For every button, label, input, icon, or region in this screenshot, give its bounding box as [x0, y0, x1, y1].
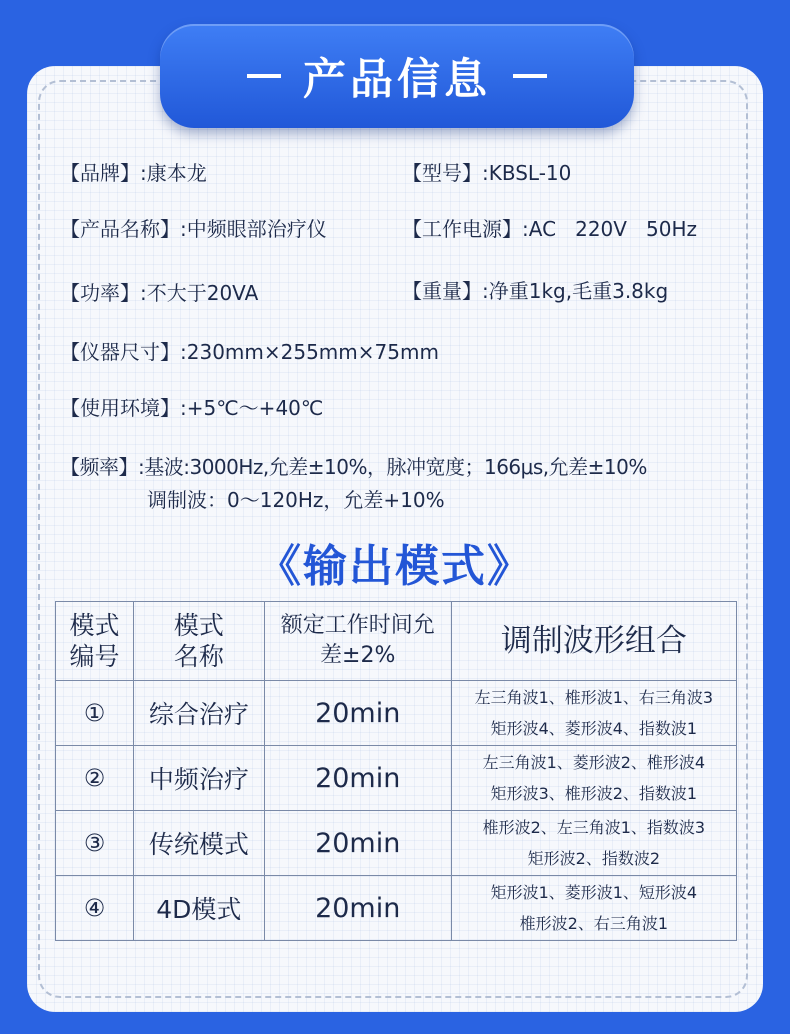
spec-label: 【重量】	[402, 279, 482, 303]
spec-label: 【功率】	[60, 281, 140, 305]
waveform-line: 椎形波2、右三角波1	[519, 914, 669, 933]
mode-time: 20min	[264, 746, 451, 811]
mode-table	[55, 601, 737, 941]
output-modes-heading: 《输出模式》	[257, 541, 533, 592]
table-row	[56, 746, 737, 811]
waveform-line: 左三角波1、菱形波2、椎形波4	[482, 753, 706, 772]
mode-name: 4D模式	[133, 876, 264, 941]
mode-time: 20min	[264, 681, 451, 746]
title-left-dash	[247, 74, 281, 78]
spec-brand	[60, 157, 207, 186]
table-row	[56, 681, 737, 746]
spec-label: 【仪器尺寸】	[60, 340, 180, 364]
title-banner	[160, 24, 634, 128]
mode-name: 中频治疗	[133, 746, 264, 811]
mode-time: 20min	[264, 876, 451, 941]
spec-value: :AC 220V 50Hz	[522, 217, 698, 241]
mode-number: ①	[56, 681, 134, 746]
table-row	[56, 876, 737, 941]
waveform-line: 矩形波3、椎形波2、指数波1	[490, 784, 698, 803]
mode-time: 20min	[264, 811, 451, 876]
waveform-line: 左三角波1、椎形波1、右三角波3	[474, 688, 714, 707]
spec-value: :中频眼部治疗仪	[180, 217, 327, 241]
mode-waveforms	[451, 681, 736, 746]
waveform-line: 矩形波4、菱形波4、指数波1	[490, 719, 698, 738]
spec-label: 【产品名称】	[60, 217, 180, 241]
spec-label: 【工作电源】	[402, 217, 522, 241]
spec-value: :KBSL-10	[482, 161, 572, 185]
mode-number: ③	[56, 811, 134, 876]
spec-value: :230mm×255mm×75mm	[180, 340, 439, 364]
spec-value: 调制波：0～120Hz，允差+10%	[147, 488, 445, 512]
waveform-line: 矩形波2、指数波2	[527, 849, 661, 868]
table-header: 模式编号	[56, 602, 134, 681]
table-header: 模式名称	[133, 602, 264, 681]
spec-label: 【品牌】	[60, 161, 140, 185]
spec-environment	[60, 392, 323, 421]
table-header-row	[56, 602, 737, 681]
spec-frequency	[60, 451, 647, 480]
mode-waveforms	[451, 876, 736, 941]
spec-weight	[402, 275, 668, 304]
spec-value: :净重1kg,毛重3.8kg	[482, 279, 669, 303]
spec-value: :+5℃～+40℃	[180, 396, 324, 420]
spec-value: :基波:3000Hz,允差±10%，脉冲宽度；166μs,允差±10%	[138, 455, 647, 479]
mode-number: ②	[56, 746, 134, 811]
waveform-line: 矩形波1、菱形波1、短形波4	[490, 883, 698, 902]
waveform-line: 椎形波2、左三角波1、指数波3	[482, 818, 706, 837]
spec-power-supply	[402, 213, 697, 242]
spec-power	[60, 277, 258, 306]
mode-number: ④	[56, 876, 134, 941]
spec-model	[402, 157, 571, 186]
spec-label: 【型号】	[402, 161, 482, 185]
spec-modulation	[147, 484, 445, 513]
spec-value: :不大于20VA	[140, 281, 259, 305]
mode-name: 传统模式	[133, 811, 264, 876]
mode-waveforms	[451, 811, 736, 876]
table-header: 额定工作时间允差±2%	[264, 602, 451, 681]
spec-label: 【使用环境】	[60, 396, 180, 420]
mode-waveforms	[451, 746, 736, 811]
table-header: 调制波形组合	[451, 602, 736, 681]
spec-value: :康本龙	[140, 161, 207, 185]
spec-dimensions	[60, 336, 439, 365]
page-title: 产品信息	[303, 54, 491, 105]
table-row	[56, 811, 737, 876]
spec-label: 【频率】	[60, 455, 138, 479]
mode-name: 综合治疗	[133, 681, 264, 746]
title-right-dash	[513, 74, 547, 78]
spec-product-name	[60, 213, 327, 242]
